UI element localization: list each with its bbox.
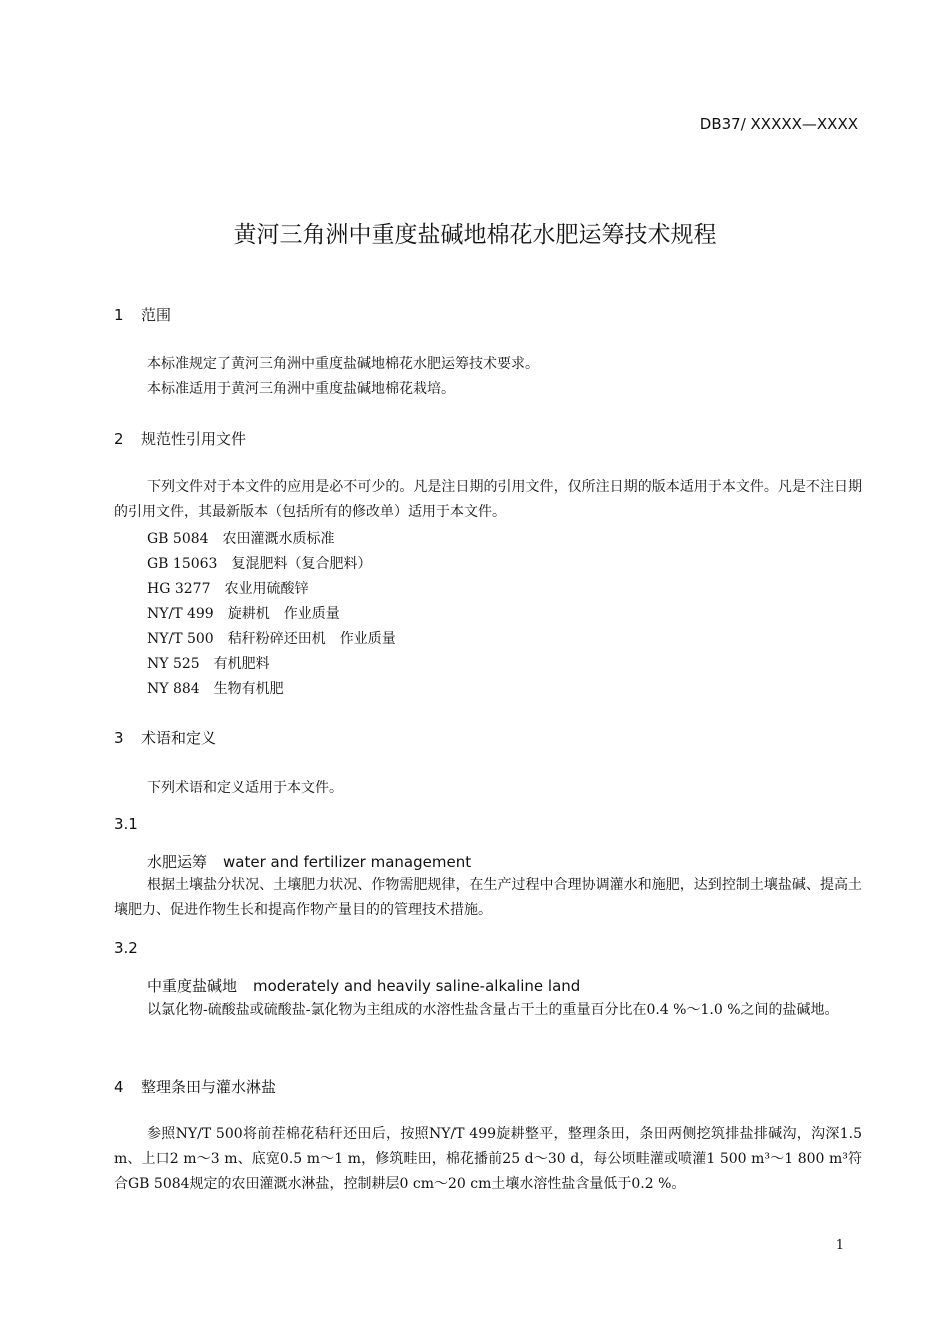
reference-item: NY/T 499 旋耕机 作业质量 [147, 606, 340, 622]
term-number: 3.2 [114, 939, 138, 957]
term-english: moderately and heavily saline-alkaline land [253, 977, 581, 995]
section-title: 规范性引用文件 [141, 430, 247, 448]
section-title: 范围 [141, 306, 172, 324]
section-number: 2 [114, 430, 124, 448]
scope-paragraph: 本标准规定了黄河三角洲中重度盐碱地棉花水肥运筹技术要求。 [147, 356, 539, 372]
scope-paragraph: 本标准适用于黄河三角洲中重度盐碱地棉花栽培。 [147, 381, 455, 397]
section-4-heading [114, 1076, 276, 1097]
page-number: 1 [835, 1238, 844, 1253]
term-heading [147, 851, 471, 872]
section-title: 整理条田与灌水淋盐 [141, 1078, 277, 1096]
document-title: 黄河三角洲中重度盐碱地棉花水肥运筹技术规程 [233, 222, 717, 248]
section-4-paragraph: 参照NY/T 500将前茬棉花秸秆还田后，按照NY/T 499旋耕整平，整理条田，条田两侧挖筑排盐排碱沟，沟深1.5 m、上口2 m～3 m、底宽0.5 m～1 m，修筑畦田，棉花播前25 d～30 d，每公顷畦灌或喷灌1 500 m³～1 800 m³符合GB 5084规定的农田灌溉水淋盐，控制耕层0 cm～20 cm土壤水溶性盐含量低于0.2 %。 [114, 1126, 862, 1192]
term-definition: 以氯化物-硫酸盐或硫酸盐-氯化物为主组成的水溶性盐含量占干土的重量百分比在0.4 %～1.0 %之间的盐碱地。 [147, 1002, 839, 1018]
term-heading [147, 975, 580, 996]
term-definition: 根据土壤盐分状况、土壤肥力状况、作物需肥规律，在生产过程中合理协调灌水和施肥，达到控制土壤盐碱、提高土壤肥力、促进作物生长和提高作物产量目的的管理技术措施。 [114, 877, 862, 918]
section-3-heading [114, 727, 216, 748]
section-number: 4 [114, 1078, 124, 1096]
reference-item: NY 884 生物有机肥 [147, 681, 284, 697]
terms-intro: 下列术语和定义适用于本文件。 [147, 780, 343, 796]
term-chinese: 中重度盐碱地 [147, 977, 238, 995]
reference-item: NY 525 有机肥料 [147, 656, 270, 672]
reference-item: NY/T 500 秸秆粉碎还田机 作业质量 [147, 631, 396, 647]
section-1-heading [114, 304, 171, 325]
reference-item: GB 5084 农田灌溉水质标准 [147, 531, 335, 547]
reference-item: GB 15063 复混肥料（复合肥料） [147, 556, 372, 572]
term-english: water and fertilizer management [223, 853, 472, 871]
term-number: 3.1 [114, 815, 138, 833]
section-2-heading [114, 428, 246, 449]
references-intro: 下列文件对于本文件的应用是必不可少的。凡是注日期的引用文件，仅所注日期的版本适用于本文件。凡是不注日期的引用文件，其最新版本（包括所有的修改单）适用于本文件。 [114, 479, 862, 520]
reference-item: HG 3277 农业用硫酸锌 [147, 581, 309, 597]
section-title: 术语和定义 [141, 729, 217, 747]
term-chinese: 水肥运筹 [147, 853, 208, 871]
section-number: 3 [114, 729, 124, 747]
section-number: 1 [114, 306, 124, 324]
document-number: DB37/ XXXXX—XXXX [699, 115, 858, 133]
